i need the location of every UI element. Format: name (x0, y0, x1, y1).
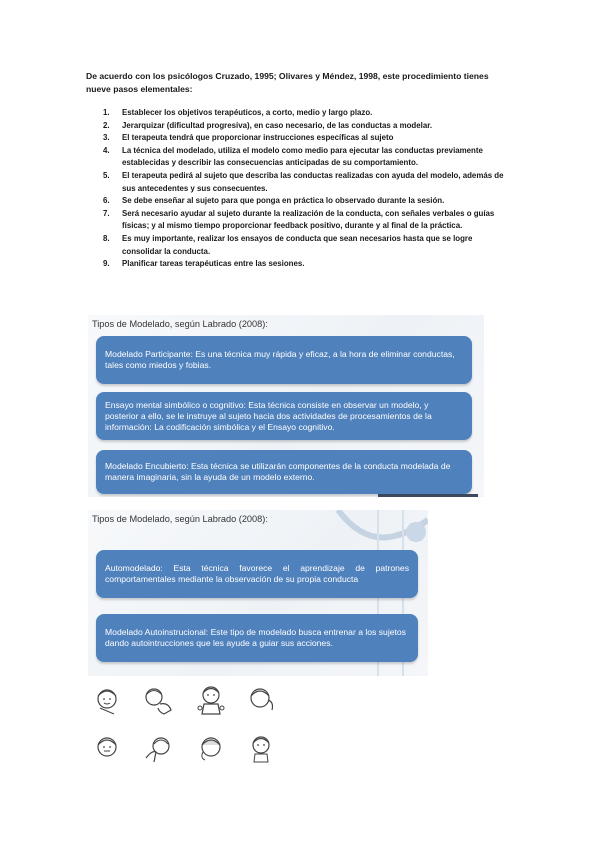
card-modelado-autoinstrucional: Modelado Autoinstrucional: Este tipo de modelado busca entrenar a los sujetos dando autointrucciones que les ayude a guiar sus acciones. (96, 614, 418, 662)
step-item: 2. Jerarquizar (dificultad progresiva), en caso necesario, de las conductas a modelar. (103, 120, 433, 130)
hand-sign-icon (142, 684, 176, 718)
step-item: 7. Será necesario ayudar al sujeto durante la realización de la conducta, con señales verbales o guías físicas; y al mismo tiempo proporcionar feedback positivo, durante y al final de la práctica. (103, 208, 495, 231)
card-modelado-encubierto: Modelado Encubierto: Esta técnica se utilizarán componentes de la conducta modelada de manera imaginaria, sin la ayuda de un modelo externo. (96, 450, 472, 494)
step-item: 6. Se debe enseñar al sujeto para que ponga en práctica lo observado durante la sesión. (103, 196, 445, 206)
step-item: 9. Planificar tareas terapéuticas entre las sesiones. (103, 259, 305, 269)
child-face-icon (90, 732, 124, 766)
card-modelado-participante: Modelado Participante: Es una técnica muy rápida y eficaz, a la hora de eliminar conductas, tales como miedos y fobias. (96, 336, 472, 384)
steps-list (86, 107, 511, 271)
step-item: 3. El terapeuta tendrá que proporcionar instrucciones específicas al sujeto (103, 133, 394, 143)
hand-sign-icon (142, 732, 176, 766)
child-face-icon (244, 732, 278, 766)
child-face-icon (194, 684, 228, 718)
child-face-icon (90, 684, 124, 718)
panel-title: Tipos de Modelado, según Labrado (2008): (92, 514, 268, 524)
modelado-types-panel-1 (88, 315, 484, 497)
step-item: 5. El terapeuta pedirá al sujeto que describa las conductas realizadas con ayuda del modelo, además de sus antecedentes y sus consecuentes. (103, 170, 504, 193)
panel-title: Tipos de Modelado, según Labrado (2008): (92, 319, 268, 329)
sign-illustrations (84, 684, 294, 774)
step-item: 4. La técnica del modelado, utiliza el modelo como medio para ejecutar las conductas previamente establecidas y describir las consecuencias anticipadas de su comportamiento. (103, 145, 483, 168)
step-item: 1. Establecer los objetivos terapéuticos, a corto, medio y largo plazo. (103, 108, 373, 117)
child-profile-icon (244, 684, 278, 718)
step-item: 8. Es muy importante, realizar los ensayos de conducta que sean necesarios hasta que se logre consolidar la conducta. (103, 233, 473, 256)
card-automodelado: Automodelado: Esta técnica favorece el aprendizaje de patrones comportamentales mediante la observación de su propia conducta (96, 550, 418, 598)
intro-paragraph: De acuerdo con los psicólogos Cruzado, 1995; Olivares y Méndez, 1998, este procedimiento tienes nueve pasos elementales: (86, 71, 489, 94)
child-profile-icon (194, 732, 228, 766)
decorative-strip (378, 494, 478, 497)
card-ensayo-mental: Ensayo mental simbólico o cognitivo: Esta técnica consiste en observar un modelo, y posterior a ello, se le instruye al sujeto hacia dos actividades de procesamientos de la información: La codificación simbólica y el Ensayo cognitivo. (96, 392, 472, 440)
modelado-types-panel-2 (88, 510, 428, 676)
